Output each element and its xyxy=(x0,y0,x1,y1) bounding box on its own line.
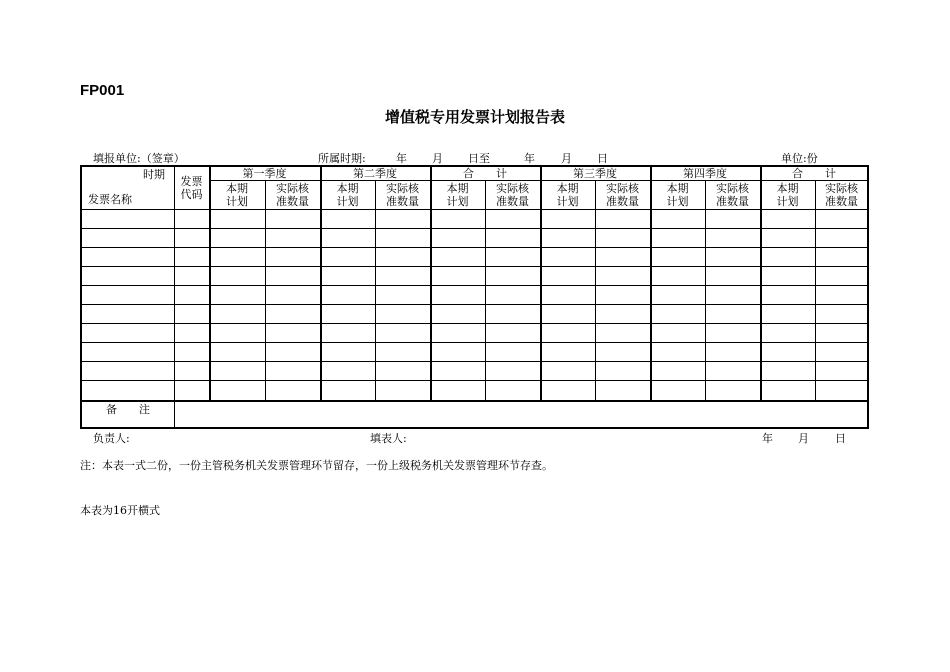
period-day-end: 日 xyxy=(597,152,608,165)
quarter-header-2: 第二季度 xyxy=(353,167,397,180)
col-divider xyxy=(174,167,175,428)
footer-day: 日 xyxy=(835,432,846,445)
sub-header-plan: 本期 xyxy=(776,182,799,195)
sub-header-plan: 本期 xyxy=(666,182,689,195)
footer-year: 年 xyxy=(762,432,773,445)
sub-header-plan: 计划 xyxy=(336,195,359,208)
invoice-code-header-label: 代码 xyxy=(180,188,203,201)
remarks-divider xyxy=(82,401,868,402)
group-header-divider xyxy=(209,180,868,181)
unit-label: 单位:份 xyxy=(781,152,818,165)
col-divider xyxy=(705,180,706,401)
sub-header-actual: 准数量 xyxy=(606,195,639,208)
sub-header-plan: 计划 xyxy=(776,195,799,208)
sub-header-actual: 实际核 xyxy=(606,182,639,195)
distribution-note: 注：本表一式二份，一份主管税务机关发票管理环节留存，一份上级税务机关发票管理环节存查。 xyxy=(80,459,553,472)
page-title: 增值税专用发票计划报告表 xyxy=(384,108,565,126)
row-divider xyxy=(82,247,868,248)
sub-header-plan: 计划 xyxy=(446,195,469,208)
sub-header-actual: 实际核 xyxy=(386,182,419,195)
quarter-header-6: 合 计 xyxy=(792,167,836,180)
sub-header-actual: 准数量 xyxy=(276,195,309,208)
col-divider xyxy=(595,180,596,401)
col-divider xyxy=(815,180,816,401)
invoice-code-header-label: 发票 xyxy=(180,175,203,188)
quarter-header-3: 合 计 xyxy=(463,167,507,180)
sub-header-plan: 本期 xyxy=(556,182,579,195)
row-divider xyxy=(82,361,868,362)
period-label: 所属时期: xyxy=(318,152,366,165)
quarter-header-5: 第四季度 xyxy=(683,167,727,180)
sub-header-actual: 准数量 xyxy=(386,195,419,208)
invoice-name-header-label: 发票名称 xyxy=(88,193,132,206)
sub-header-plan: 计划 xyxy=(666,195,689,208)
row-divider xyxy=(82,209,868,210)
form-code: FP001 xyxy=(80,82,125,99)
row-divider xyxy=(82,304,868,305)
row-divider xyxy=(82,285,868,286)
row-divider xyxy=(82,228,868,229)
sub-header-plan: 本期 xyxy=(446,182,469,195)
period-year-end: 年 xyxy=(524,152,535,165)
footer-month: 月 xyxy=(798,432,809,445)
period-year-start: 年 xyxy=(396,152,407,165)
row-divider xyxy=(82,323,868,324)
sub-header-actual: 实际核 xyxy=(825,182,858,195)
responsible-label: 负责人: xyxy=(93,432,130,445)
period-day-start: 日至 xyxy=(468,152,490,165)
row-divider xyxy=(82,380,868,381)
period-month-start: 月 xyxy=(432,152,443,165)
sub-header-plan: 计划 xyxy=(556,195,579,208)
sub-header-plan: 本期 xyxy=(336,182,359,195)
sub-header-actual: 实际核 xyxy=(276,182,309,195)
row-divider xyxy=(82,342,868,343)
format-note: 本表为16开横式 xyxy=(80,504,160,517)
row-divider xyxy=(82,266,868,267)
sub-header-plan: 计划 xyxy=(226,195,248,208)
quarter-header-1: 第一季度 xyxy=(242,167,287,180)
col-divider xyxy=(375,180,376,401)
col-divider xyxy=(485,180,486,401)
sub-header-plan: 本期 xyxy=(226,182,248,195)
filler-label: 填表人: xyxy=(370,432,407,445)
sub-header-actual: 准数量 xyxy=(496,195,529,208)
sub-header-actual: 准数量 xyxy=(716,195,749,208)
sub-header-actual: 实际核 xyxy=(716,182,749,195)
quarter-header-4: 第三季度 xyxy=(573,167,617,180)
filler-unit-label: 填报单位:（签章） xyxy=(93,152,185,165)
report-table xyxy=(80,165,869,429)
period-month-end: 月 xyxy=(561,152,572,165)
sub-header-actual: 准数量 xyxy=(825,195,858,208)
remarks-label: 备 注 xyxy=(106,403,150,416)
period-header-label: 时期 xyxy=(143,168,165,181)
sub-header-actual: 实际核 xyxy=(496,182,529,195)
col-divider xyxy=(265,180,266,401)
